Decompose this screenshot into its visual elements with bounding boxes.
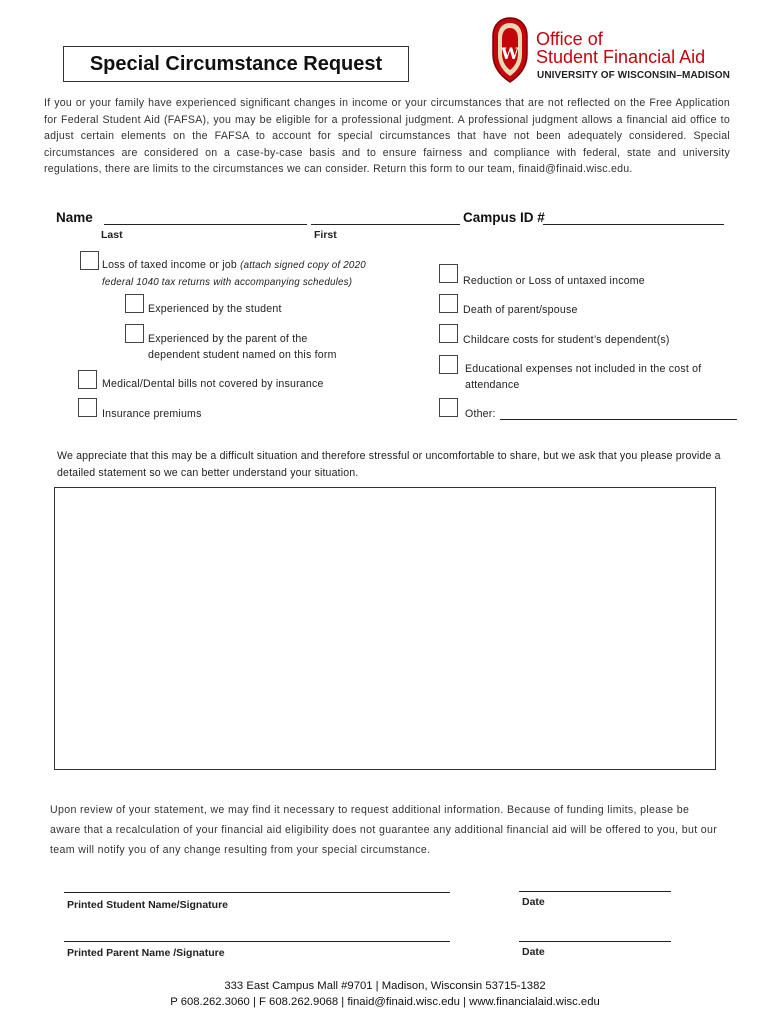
student-date-field[interactable] [519,891,671,892]
educational-line-2: attendance [465,379,520,391]
campus-id-field[interactable] [543,224,724,225]
insurance-label: Insurance premiums [102,408,202,420]
death-checkbox[interactable] [439,294,458,313]
review-paragraph [50,800,732,860]
medical-label: Medical/Dental bills not covered by insurance [102,378,324,390]
uw-crest-icon [489,16,531,84]
footer-address: 333 East Campus Mall #9701 | Madison, Wisconsin 53715-1382 [224,980,546,992]
experienced-student-checkbox[interactable] [125,294,144,313]
untaxed-income-label: Reduction or Loss of untaxed income [463,275,645,287]
parent-signature-label: Printed Parent Name /Signature [67,947,225,959]
statement-textarea[interactable] [54,487,716,770]
page-title: Special Circumstance Request [63,46,409,82]
name-label: Name [56,210,93,225]
experienced-student-label: Experienced by the student [148,303,282,315]
death-label: Death of parent/spouse [463,304,578,316]
untaxed-income-checkbox[interactable] [439,264,458,283]
first-label: First [314,229,337,241]
intro-paragraph: If you or your family have experienced significant changes in income or your circumstances that are not reflected on the Free Application for Federal Student Aid (FAFSA), you may be eligible for a professional judgment. A professional judgment allows a financial aid office to adjust certain elements on the FAFSA to account for special circumstances that have not been adequately considered. Special circumstances are considered on a case-by-case basis and to ensure fairness and compliance with federal, state and university regulations, there are limits to the circumstances we can consider. Return this form to our team, finaid@finaid.wisc.edu. [44,97,730,175]
insurance-checkbox[interactable] [78,398,97,417]
logo-department-text: Student Financial Aid [536,47,706,67]
educational-line-1: Educational expenses not included in the cost of [465,363,702,375]
first-name-field[interactable] [311,224,460,225]
experienced-parent-line-1: Experienced by the parent of the [148,333,308,345]
childcare-label: Childcare costs for student’s dependent(s) [463,334,670,346]
taxed-income-note-1: (attach signed copy of 2020 [240,260,366,271]
other-checkbox[interactable] [439,398,458,417]
experienced-parent-checkbox[interactable] [125,324,144,343]
educational-checkbox[interactable] [439,355,458,374]
review-line-2: aware that a recalculation of your financial aid eligibility does not guarantee any additional financial aid will be offered to you, but our [50,824,718,836]
medical-checkbox[interactable] [78,370,97,389]
taxed-income-note-2: federal 1040 tax returns with accompanying schedules) [102,277,353,288]
statement-prompt: We appreciate that this may be a difficult situation and therefore stressful or uncomfortable to share, but we ask that you please provide a detailed statement so we can better understand your situation. [57,450,721,479]
taxed-income-option [102,257,402,291]
last-label: Last [101,229,123,241]
footer-contact: P 608.262.3060 | F 608.262.9068 | finaid@finaid.wisc.edu | www.financialaid.wisc.edu [170,996,600,1008]
childcare-checkbox[interactable] [439,324,458,343]
student-date-label: Date [522,896,545,908]
campus-id-label: Campus ID # [463,210,545,225]
student-signature-field[interactable] [64,892,450,893]
logo-university-text: UNIVERSITY OF WISCONSIN–MADISON [537,70,730,81]
experienced-parent-line-2: dependent student named on this form [148,349,337,361]
parent-signature-field[interactable] [64,941,450,942]
other-field[interactable] [500,419,737,420]
taxed-income-label: Loss of taxed income or job [102,259,237,271]
logo-office-text: Office of [536,29,603,49]
svg-text:W: W [501,44,519,63]
last-name-field[interactable] [104,224,307,225]
parent-date-label: Date [522,946,545,958]
review-line-1: Upon review of your statement, we may find it necessary to request additional information. Because of funding limits, please be [50,804,690,816]
review-line-3: team will notify you of any change resulting from your special circumstance. [50,844,431,856]
parent-date-field[interactable] [519,941,671,942]
student-signature-label: Printed Student Name/Signature [67,899,229,911]
other-label: Other: [465,408,496,420]
taxed-income-checkbox[interactable] [80,251,99,270]
